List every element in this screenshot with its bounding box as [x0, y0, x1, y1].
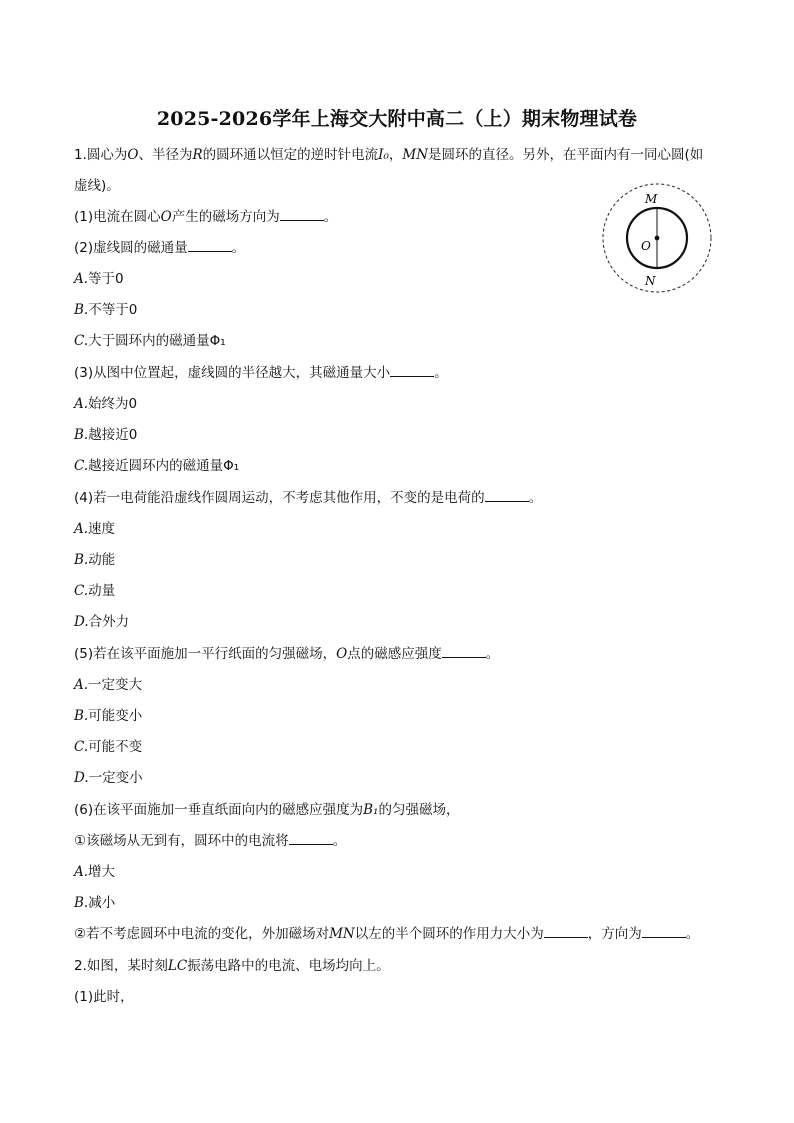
ring-diagram — [601, 180, 717, 296]
q1-part5: (5)若在该平面施加一平行纸面的匀强磁场，O点的磁感应强度 。 — [74, 646, 500, 662]
q1-p5-option-a[interactable]: A.一定变大 — [74, 677, 143, 693]
q1-p3-option-b[interactable]: B.越接近0 — [74, 427, 138, 443]
label-o: O — [641, 239, 651, 253]
q2-number: 2. — [74, 958, 87, 974]
label-m: M — [645, 192, 658, 206]
q1-part6-sub1: ①该磁场从无到有，圆环中的电流将 。 — [74, 833, 347, 849]
center-point — [655, 236, 660, 241]
q2-stem: 2.如图，某时刻LC振荡电路中的电流、电场均向上。 — [74, 958, 390, 974]
q1-part2: (2)虚线圆的磁通量 。 — [74, 240, 246, 256]
q2-part1: (1)此时， — [74, 989, 134, 1005]
answer-blank[interactable] — [390, 364, 434, 377]
q1-p6-option-a[interactable]: A.增大 — [74, 864, 116, 880]
q1-p4-option-c[interactable]: C.动量 — [74, 583, 116, 599]
q1-part4: (4)若一电荷能沿虚线作圆周运动，不考虑其他作用，不变的是电荷的 。 — [74, 490, 543, 506]
q1-p5-option-d[interactable]: D.一定变小 — [74, 770, 143, 786]
q1-stem-line2: 虚线)。 — [74, 178, 120, 194]
q1-part3: (3)从图中位置起，虚线圆的半径越大，其磁通量大小 。 — [74, 365, 448, 381]
answer-blank[interactable] — [289, 832, 333, 845]
answer-blank[interactable] — [442, 645, 486, 658]
q1-part1: (1)电流在圆心O产生的磁场方向为 。 — [74, 209, 338, 225]
page-title: 2025-2026学年上海交大附中高二（上）期末物理试卷 — [156, 108, 638, 130]
answer-blank[interactable] — [280, 208, 324, 221]
q1-p3-option-a[interactable]: A.始终为0 — [74, 396, 138, 412]
q1-part6-sub2: ②若不考虑圆环中电流的变化，外加磁场对MN以左的半个圆环的作用力大小为 ，方向为 。 — [74, 926, 700, 942]
answer-blank[interactable] — [188, 239, 232, 252]
q1-p2-option-a[interactable]: A.等于0 — [74, 271, 124, 287]
q1-p3-option-c[interactable]: C.越接近圆环内的磁通量Φ₁ — [74, 458, 240, 474]
q1-p5-option-c[interactable]: C.可能不变 — [74, 739, 143, 755]
q1-p4-option-d[interactable]: D.合外力 — [74, 614, 130, 630]
answer-blank[interactable] — [544, 925, 588, 938]
circle-ring-figure — [601, 180, 717, 296]
q1-stem-line1: 1.圆心为O、半径为R的圆环通以恒定的逆时针电流I₀，MN是圆环的直径。另外，在平面内有一同心圆(如 — [74, 147, 704, 163]
answer-blank[interactable] — [485, 489, 529, 502]
q1-p2-option-c[interactable]: C.大于圆环内的磁通量Φ₁ — [74, 333, 226, 349]
q1-p5-option-b[interactable]: B.可能变小 — [74, 708, 143, 724]
q1-p4-option-a[interactable]: A.速度 — [74, 521, 116, 537]
q1-p2-option-b[interactable]: B.不等于0 — [74, 302, 138, 318]
answer-blank[interactable] — [642, 925, 686, 938]
q1-p4-option-b[interactable]: B.动能 — [74, 552, 116, 568]
q1-number: 1. — [74, 147, 87, 163]
label-n: N — [645, 274, 656, 288]
q1-part6: (6)在该平面施加一垂直纸面向内的磁感应强度为B₁的匀强磁场， — [74, 802, 460, 818]
q1-p6-option-b[interactable]: B.减小 — [74, 895, 116, 911]
